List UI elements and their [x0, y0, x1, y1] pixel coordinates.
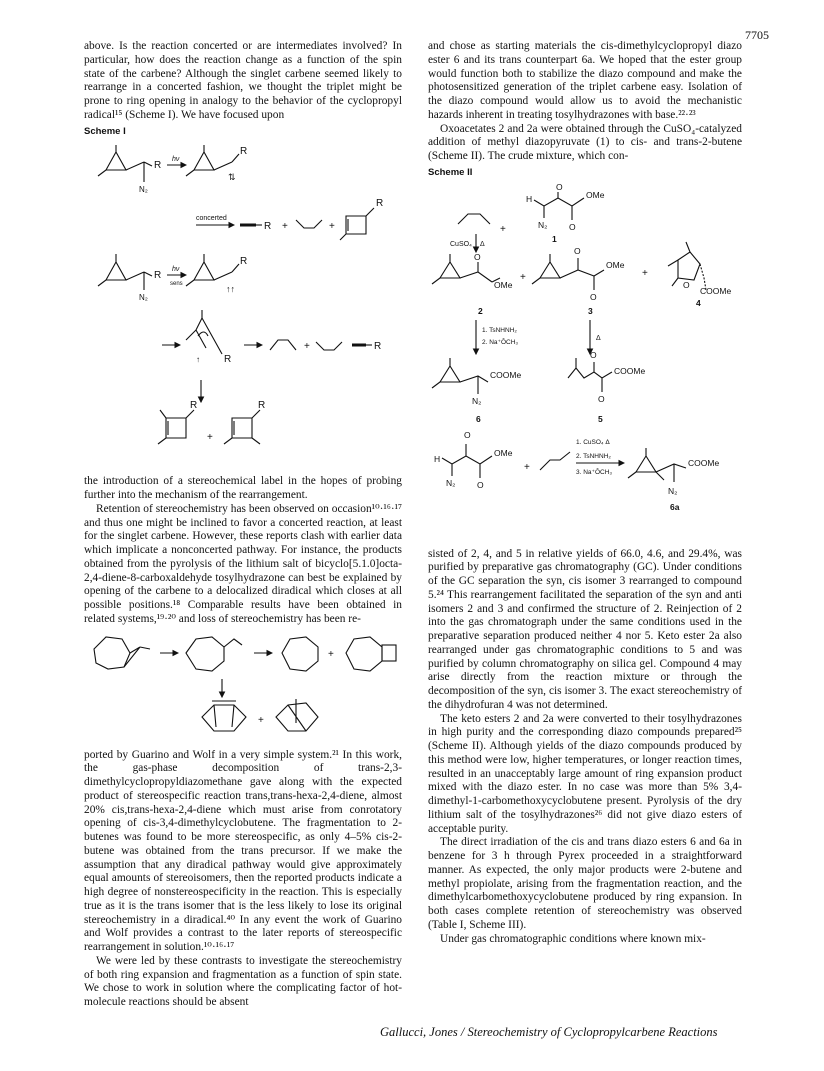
- scheme-1-plus-3: +: [304, 341, 310, 353]
- scheme-2-ome2: OMe: [494, 279, 513, 290]
- scheme-2-label-4: 4: [696, 297, 701, 308]
- scheme-1-sens: sens: [170, 281, 183, 288]
- scheme-1-hv2: hν: [172, 266, 180, 274]
- scheme-2-label: Scheme II: [428, 166, 473, 178]
- scheme-2-label-2: 2: [478, 305, 483, 316]
- scheme-1-r5: R: [154, 270, 162, 282]
- scheme-1-r10: R: [258, 400, 266, 412]
- scheme-2-drawing: [428, 182, 742, 548]
- octadiene-plus-2: +: [258, 714, 264, 726]
- scheme-2-o9: O: [464, 429, 471, 440]
- scheme-1-r4: R: [376, 198, 384, 210]
- octadiene-scheme-figure: [84, 627, 402, 749]
- scheme-1-row-3: [162, 310, 381, 365]
- scheme-2-h2: H: [434, 453, 441, 464]
- scheme-2-cooMe-2: COOMe: [490, 369, 522, 380]
- scheme-2-row-2: [432, 242, 731, 316]
- scheme-2-label-1: 1: [552, 233, 557, 244]
- right-paragraph-1: and chose as starting materials the cis-dimethylcyclopropyl diazo ester 6 and its trans counterpart 6a. We hoped that the ester group would function both to stabilize the diazo compound and make the photosensitized generation of the triplet carbene easy. Isolation of the diazo compound would allow us to avoid the mechanistic hazards inherent in treating tosylhydrazones with base.²²·²³: [428, 40, 742, 121]
- scheme-2-n2a: N₂: [538, 219, 548, 230]
- scheme-2-step-2: 2. Na⁺ŌCH₃: [482, 338, 519, 346]
- left-paragraph-1: above. Is the reaction concerted or are intermediates involved? In particular, how does the reaction change as a function of the spin state of the carbene? Although the singlet carbene seemed likely to rearrange in a concerted fashion, we thought the triplet might be prone to ring opening in analogy to the behavior of the cyclopropyl radical¹⁵ (Scheme I). We have focused upon: [84, 40, 402, 121]
- scheme-2-n2d: N₂: [668, 485, 678, 496]
- scheme-2-h1: H: [526, 193, 533, 204]
- scheme-1-r8: R: [374, 341, 382, 353]
- svg-text:↑: ↑: [196, 355, 200, 365]
- scheme-1-n2: N₂: [139, 185, 148, 195]
- octadiene-scheme-drawing: [84, 627, 402, 749]
- svg-text:⇅: ⇅: [228, 172, 236, 183]
- scheme-2-n2c: N₂: [446, 477, 456, 488]
- scheme-2-o4: O: [574, 245, 581, 256]
- right-paragraph-6: Under gas chromatographic conditions where known mix-: [440, 932, 706, 945]
- scheme-2-o3: O: [474, 251, 481, 262]
- scheme-2-label-3: 3: [588, 305, 593, 316]
- scheme-1-concerted-row: [196, 198, 383, 240]
- scheme-2-cuso4: CuSO₄: [450, 240, 472, 248]
- left-paragraph-2: the introduction of a stereochemical label in the hopes of probing further into the mechanism of the rearrangement.: [84, 475, 402, 501]
- scheme-2-row-4: [432, 350, 645, 424]
- scheme-2-o5: O: [590, 291, 597, 302]
- scheme-1-r7: R: [224, 354, 232, 366]
- scheme-2-o1: O: [556, 181, 563, 192]
- left-column: [84, 40, 402, 1010]
- page-number: 7705: [745, 28, 769, 42]
- scheme-2-ome3: OMe: [606, 259, 625, 270]
- right-paragraph-4: The keto esters 2 and 2a were converted to their tosylhydrazones in high purity and the corresponding diazo compounds prepared²⁵ (Scheme II). Although yields of the diazo compounds produced by this method were low, higher temperatures, or longer reaction times, resulted in an unacceptably large amount of ring expansion product mixed with the diazo ester. In no case was more than 5% 3,4-dimethyl-1-carbomethoxycyclobutene present. Pyrolysis of the dry lithium salt of the tosylhydrazones²⁶ did not give diazo esters of acceptable purity.: [428, 712, 742, 835]
- scheme-2-label-6: 6: [476, 413, 481, 424]
- scheme-2-cooMe-4: COOMe: [688, 457, 720, 468]
- scheme-2-cooMe-3: COOMe: [614, 365, 646, 376]
- scheme-2-cond-2: 2. TsNHNH₂: [576, 452, 611, 460]
- scheme-1-figure: [84, 140, 402, 475]
- scheme-2-o8: O: [598, 393, 605, 404]
- scheme-2-figure: [428, 182, 742, 548]
- scheme-2-label-5: 5: [598, 413, 603, 424]
- scheme-2-o7: O: [590, 349, 597, 360]
- scheme-2-label-6a: 6a: [670, 501, 680, 512]
- scheme-2-row-1: [458, 182, 605, 244]
- scheme-2-plus-4: +: [524, 461, 530, 473]
- scheme-1-plus-1: +: [282, 221, 288, 233]
- scheme-1-hv: hν: [172, 156, 180, 164]
- scheme-1-r6: R: [240, 256, 248, 268]
- scheme-2-plus-1: +: [500, 223, 506, 235]
- scheme-1-drawing: [84, 140, 402, 475]
- left-paragraph-4: ported by Guarino and Wolf in a very simple system.²¹ In this work, the gas-phase decomposition of trans-2,3-dimethylcyclopropyldiazomethane gave along with the expected product of stereospecific reaction trans,trans-hexa-2,4-diene, almost 20% cis,trans-hexa-2,4-diene which must arise from conrotatory opening of cis-3,4-dimethylcyclobutene. The fragmentation to 2-butenes was found to be more stereospecific, as only 4–5% cis-2-butene was obtained from the trans precursor. If we make the assumption that any diradical pathway would give approximately equal amounts of stereoisomers, then the reported products indicate a high degree of nonstereospecificity in the reaction. This is especially true as it is the trans isomer that is the less likely to lose its original stereochemistry in a diradical.⁴⁰ In any event the work of Guarino and Wolf provides a contrast to the later reports of stereospecific rearrangement in solution.¹⁰·¹⁶·¹⁷: [84, 748, 402, 953]
- scheme-2-o10: O: [477, 479, 484, 490]
- scheme-2-ome4: OMe: [494, 447, 513, 458]
- scheme-1-row-2: [98, 254, 247, 302]
- svg-text:↑↑: ↑↑: [226, 284, 235, 295]
- scheme-2-n2b: N₂: [472, 395, 482, 406]
- left-paragraph-3: Retention of stereochemistry has been observed on occasion¹⁰·¹⁶·¹⁷ and thus one might be inclined to favor a concerted reaction, at least for the singlet carbene. However, these reports clash with earlier data which implicate a nonconcerted pathway. For instance, the products obtained from the pyrolysis of the lithium salt of bicyclo[5.1.0]octa-2,4-diene-8-carboxaldehyde tosylhydrazone can best be explained by opening of the carbene to a delocalized diradical which closes at all possible positions.¹⁸ Comparable results have been obtained in related systems,¹⁹·²⁰ and loss of stereochemistry has been re-: [84, 502, 402, 625]
- scheme-2-step-1: 1. TsNHNH₂: [482, 326, 517, 334]
- right-paragraph-3: sisted of 2, 4, and 5 in relative yields of 66.0, 4.6, and 29.4%, was purified by preparative gas chromatography (GC). Under conditions of the GC separation the syn, cis isomer 3 rearranged to compound 5.²⁴ This rearrangement facilitated the separation of the syn and anti isomers 2 and 3 and confirmed the structure of 2. Reinjection of 2 into the gas chromatograph under the same conditions used in the preparative separation produced neither 4 nor 5. Keto ester 2a also rearranged under gas chromatographic conditions to 5 and was purified by column chromatography on silica gel. Compound 4 may arise directly from the reaction mixture or through the decomposition of the syn, cis isomer 3. The exact stereochemistry of the dihydrofuran 4 was not determined.: [428, 547, 742, 711]
- scheme-2-cond-3: 3. Na⁺ŌCH₃: [576, 468, 613, 476]
- scheme-1-row-4: [158, 380, 265, 444]
- scheme-1-label: Scheme I: [84, 125, 126, 137]
- octadiene-plus-1: +: [328, 648, 334, 660]
- scheme-1-r9: R: [190, 400, 198, 412]
- right-paragraph-5: The direct irradiation of the cis and trans diazo esters 6 and 6a in benzene for 3 h through Pyrex proceeded in a straightforward manner. As expected, the only major products were 2-butene and methyl propiolate, arising from the fragmentation reaction, and the dimethylcarbomethoxycyclobutene produced by ring expansion. In both cases complete retention of stereochemistry was observed (Table I, Scheme III).: [428, 836, 742, 931]
- scheme-2-ome1: OMe: [586, 189, 605, 200]
- scheme-1-r2: R: [240, 146, 248, 158]
- scheme-2-delta-2: Δ: [596, 334, 601, 342]
- scheme-2-cooMe-1: COOMe: [700, 285, 732, 296]
- scheme-1-plus-4: +: [207, 432, 213, 444]
- scheme-2-o2: O: [569, 221, 576, 232]
- scheme-1-r1: R: [154, 160, 162, 172]
- scheme-2-cond-1: 1. CuSO₄ Δ: [576, 438, 610, 446]
- scheme-2-plus-2: +: [520, 271, 526, 283]
- scheme-1-concerted: concerted: [196, 215, 227, 223]
- scheme-1-plus-2: +: [329, 221, 335, 233]
- running-footer: Gallucci, Jones / Stereochemistry of Cyclopropylcarbene Reactions: [380, 1025, 718, 1039]
- scheme-2-o6: O: [683, 279, 690, 290]
- right-column: [428, 40, 742, 946]
- scheme-1-row-1: [98, 145, 247, 194]
- scheme-2-plus-3: +: [642, 267, 648, 279]
- scheme-2-row-5: [434, 430, 719, 512]
- left-paragraph-5: We were led by these contrasts to investigate the stereochemistry of both ring expansion and fragmentation as a function of spin state. We chose to work in solution where the complicating factor of hot-molecule reactions should be absent: [84, 954, 402, 1008]
- scheme-1-n2b: N₂: [139, 293, 148, 303]
- right-paragraph-2: Oxoacetates 2 and 2a were obtained through the CuSO₄-catalyzed addition of methyl diazopyruvate (1) to cis- and trans-2-butene (Scheme II). The crude mixture, which con-: [428, 122, 742, 162]
- scheme-2-delta-1: Δ: [480, 240, 485, 248]
- scheme-1-r3: R: [264, 221, 272, 233]
